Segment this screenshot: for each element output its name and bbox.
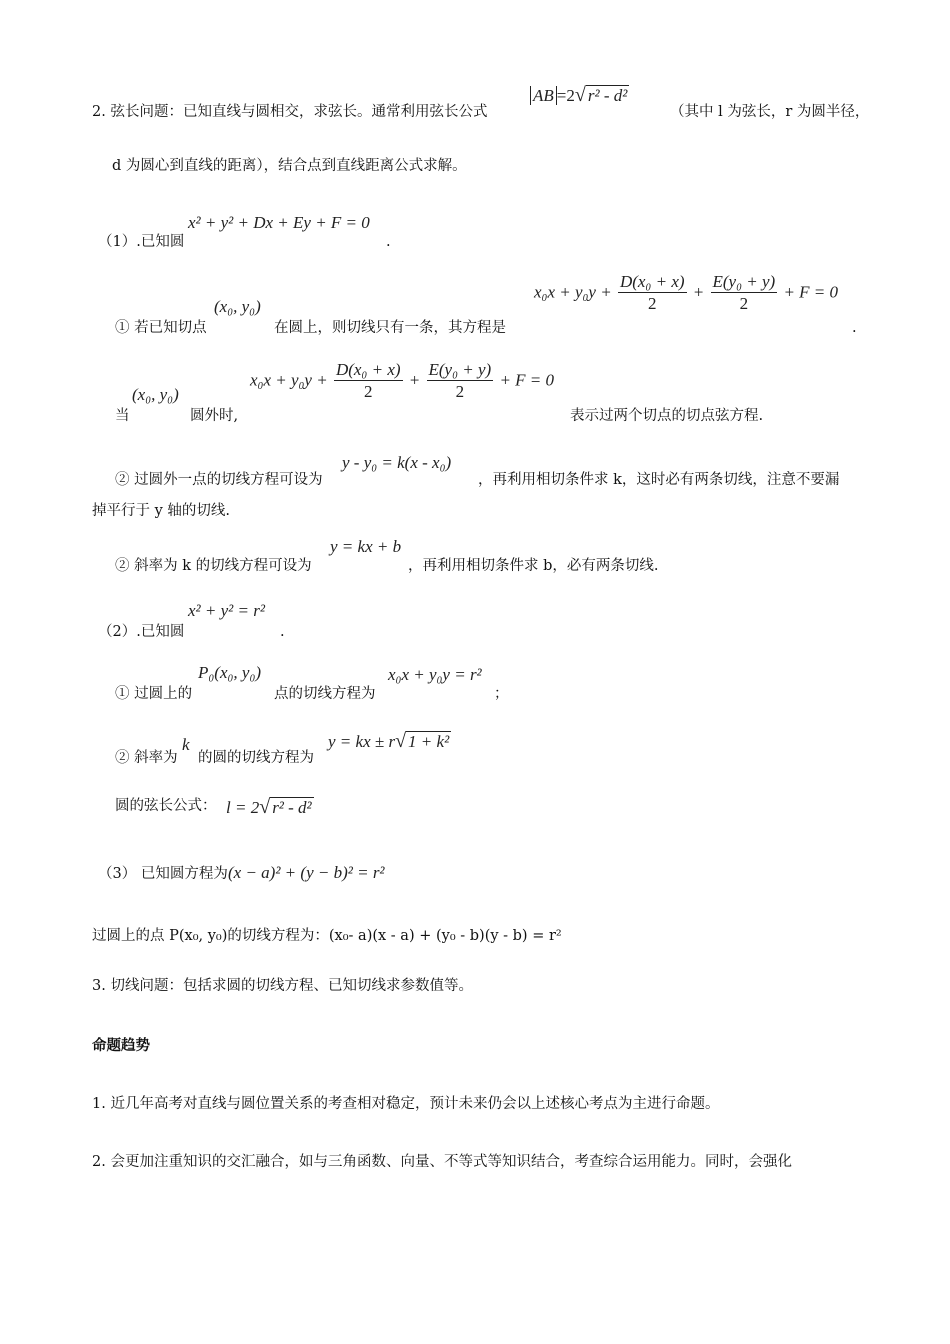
item1b-tail: 表示过两个切点的切点弦方程. bbox=[570, 408, 764, 424]
item2-line2: 掉平行于 y 轴的切线. bbox=[92, 503, 231, 519]
item1b-frac1 bbox=[334, 360, 403, 403]
item2-equation: y - y₀ = k(x - x₀) bbox=[342, 453, 452, 472]
item1-mid: 在圆上，则切线只有一条，其方程是 bbox=[274, 320, 506, 336]
item4-equation: x₀x + y₀y = r² bbox=[388, 665, 482, 684]
item1-prefix: ① 若已知切点 bbox=[115, 320, 207, 336]
chord-formula-eq: =2 bbox=[556, 86, 575, 105]
section1-dot: . bbox=[386, 234, 391, 250]
item1-end: . bbox=[852, 320, 857, 336]
item1-point: (x₀, y₀) bbox=[214, 297, 261, 316]
chord-formula-lhs: AB bbox=[530, 86, 557, 105]
item1-frac2-num: E(y₀ + y) bbox=[712, 272, 776, 291]
item1b-plus: + bbox=[408, 370, 421, 390]
item1-frac2 bbox=[711, 272, 778, 315]
item5-eq-radicand: 1 + k² bbox=[408, 732, 450, 751]
section3-label: （3） 已知圆方程为 bbox=[98, 866, 228, 882]
item3-equation: y = kx + b bbox=[330, 537, 402, 556]
trend-item-1: 1. 近几年高考对直线与圆位置关系的考查相对稳定，预计未来仍会以上述核心考点为主进行命题。 bbox=[92, 1096, 720, 1112]
item1b-frac2-den: 2 bbox=[455, 382, 465, 401]
tangent-line-text: 过圆上的点 P(x₀, y₀)的切线方程为：(x₀- a)(x - a) + (y₀ - b)(y - b) = r² bbox=[92, 928, 562, 944]
section2-dot: . bbox=[280, 624, 285, 640]
item3-prefix: ② 斜率为 k 的切线方程可设为 bbox=[115, 558, 312, 574]
section2-label: （2）.已知圆 bbox=[98, 624, 185, 640]
item1b-frac1-den: 2 bbox=[363, 382, 373, 401]
item1b-eq-b: + F = 0 bbox=[499, 370, 555, 390]
item1b-frac2-num: E(y₀ + y) bbox=[428, 360, 492, 379]
item5-equation: y = kx ± r√ 1 + k² bbox=[328, 730, 450, 752]
item5-prefix: ② 斜率为 bbox=[115, 750, 178, 766]
chord-note-line2: d 为圆心到直线的距离），结合点到直线距离公式求解。 bbox=[112, 158, 467, 174]
chord-formula: AB =2√ r² - d² bbox=[530, 84, 629, 107]
section1-circle-equation: x² + y² + Dx + Ey + F = 0 bbox=[188, 213, 370, 232]
chord-intro-text: 2. 弦长问题：已知直线与圆相交，求弦长。通常利用弦长公式 bbox=[92, 104, 488, 120]
item1b-frac2 bbox=[427, 360, 494, 403]
item1-frac1-den: 2 bbox=[647, 294, 657, 313]
chord-length-formula: l = 2√ r² - d² bbox=[226, 796, 312, 818]
item1-plus: + bbox=[692, 282, 705, 302]
item2-prefix: ② 过圆外一点的切线方程可设为 bbox=[115, 472, 323, 488]
item4-prefix: ① 过圆上的 bbox=[115, 686, 193, 702]
chord-eq-radicand: r² - d² bbox=[272, 798, 312, 817]
section1-label: （1）.已知圆 bbox=[98, 234, 185, 250]
chord-eq-a: l = 2 bbox=[226, 798, 260, 817]
item1-eq-b: + F = 0 bbox=[783, 282, 839, 302]
trend-heading: 命题趋势 bbox=[92, 1037, 150, 1054]
item5-k: k bbox=[182, 735, 190, 754]
item4-end: ； bbox=[494, 686, 509, 702]
item5-mid: 的圆的切线方程为 bbox=[198, 750, 314, 766]
chord-formula-label: 圆的弦长公式： bbox=[115, 798, 217, 814]
item1-frac2-den: 2 bbox=[739, 294, 749, 313]
item5-eq-a: y = kx ± r bbox=[328, 732, 396, 751]
item1-frac1 bbox=[618, 272, 687, 315]
item1-frac1-num: D(x₀ + x) bbox=[619, 272, 685, 291]
item2-tail: ，再利用相切条件求 k，这时必有两条切线，注意不要漏 bbox=[478, 472, 840, 488]
item4-point: P₀(x₀, y₀) bbox=[198, 663, 262, 682]
section2-circle-equation: x² + y² = r² bbox=[188, 601, 265, 620]
chord-formula-radicand: r² - d² bbox=[587, 86, 628, 105]
item3-tail: ，再利用相切条件求 b，必有两条切线. bbox=[408, 558, 659, 574]
item1-eq-a: x₀x + y₀y + bbox=[534, 282, 612, 302]
item1b-mid: 圆外时, bbox=[190, 408, 239, 424]
item1b-prefix: 当 bbox=[115, 408, 130, 424]
item1b-point: (x₀, y₀) bbox=[132, 385, 179, 404]
item1b-eq-a: x₀x + y₀y + bbox=[250, 370, 328, 390]
tangent-problem-text: 3. 切线问题：包括求圆的切线方程、已知切线求参数值等。 bbox=[92, 978, 473, 994]
item1-tangent-equation bbox=[534, 272, 838, 315]
trend-item-2: 2. 会更加注重知识的交汇融合，如与三角函数、向量、不等式等知识结合，考查综合运用能力。同时，会强化 bbox=[92, 1154, 792, 1170]
chord-note-text: （其中 l 为弦长，r 为圆半径， bbox=[670, 104, 870, 120]
item4-mid: 点的切线方程为 bbox=[274, 686, 376, 702]
item1b-chord-equation bbox=[250, 360, 554, 403]
item1b-frac1-num: D(x₀ + x) bbox=[335, 360, 401, 379]
section3-circle-equation: (x − a)² + (y − b)² = r² bbox=[228, 863, 385, 882]
